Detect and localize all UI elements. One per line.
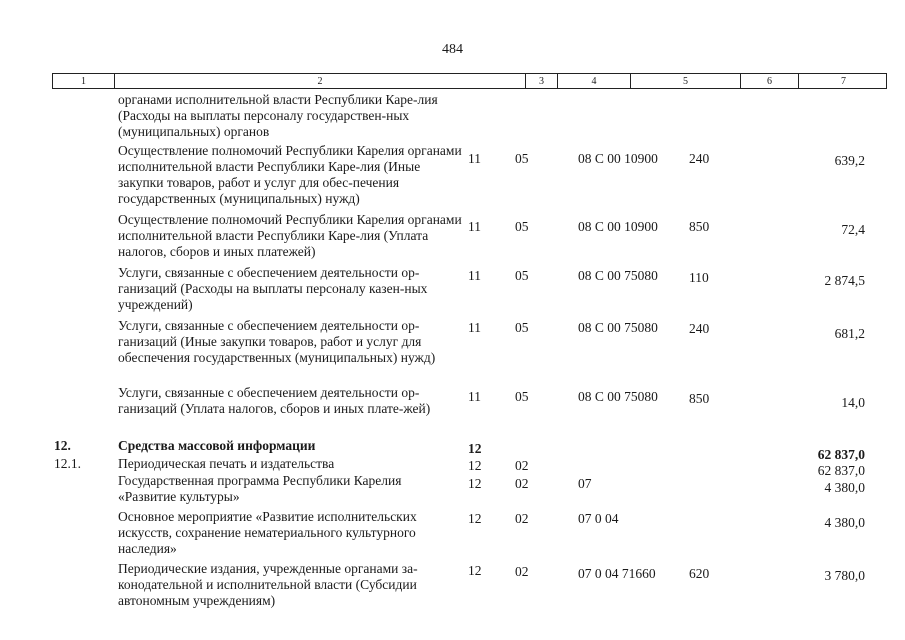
row-expense-type: 850: [689, 391, 710, 406]
row-section: 11: [468, 389, 481, 404]
row-amount: 4 380,0: [824, 480, 865, 495]
row-subsection: 05: [515, 151, 529, 166]
row-subsection: 02: [515, 458, 529, 473]
row-description: органами исполнительной власти Республики Каре-лия (Расходы на выплаты персоналу государствен-ных (муниципальных) органов: [118, 92, 438, 139]
row-amount: 14,0: [841, 395, 865, 410]
row-description: Государственная программа Республики Карелия «Развитие культуры»: [118, 473, 402, 504]
row-section: 12: [468, 458, 482, 473]
row-expense-type: 240: [689, 151, 710, 166]
header-col-4: 4: [558, 74, 631, 88]
row-target-article: 08 С 00 10900: [578, 219, 658, 234]
row-expense-type: 110: [689, 270, 709, 285]
row-expense-type: 620: [689, 566, 710, 581]
row-target-article: 08 С 00 75080: [578, 320, 658, 335]
row-section: 12: [468, 441, 482, 456]
row-number: 12.1.: [54, 456, 81, 471]
row-section: 12: [468, 476, 482, 491]
row-subsection: 05: [515, 268, 529, 283]
row-amount: 681,2: [834, 326, 865, 341]
row-amount: 2 874,5: [824, 273, 865, 288]
row-subsection: 02: [515, 564, 529, 579]
row-amount: 72,4: [841, 222, 865, 237]
row-target-article: 07 0 04: [578, 511, 619, 526]
row-amount: 62 837,0: [817, 463, 865, 478]
row-section: 11: [468, 151, 481, 166]
row-expense-type: 240: [689, 321, 710, 336]
row-subsection: 02: [515, 476, 529, 491]
row-amount: 4 380,0: [824, 515, 865, 530]
row-target-article: 08 С 00 75080: [578, 389, 658, 404]
header-col-2: 2: [115, 74, 526, 88]
row-description: Услуги, связанные с обеспечением деятельности ор-ганизаций (Расходы на выплаты персоналу казен-ных учреждений): [118, 265, 428, 312]
row-number: 12.: [54, 438, 71, 453]
row-description: Осуществление полномочий Республики Карелия органами исполнительной власти Республики Каре-лия (Иные закупки товаров, работ и услуг для обес-печения государственных (муниципальных) нужд): [118, 143, 462, 206]
header-col-6: 6: [741, 74, 799, 88]
row-description: Средства массовой информации: [118, 438, 316, 453]
row-target-article: 08 С 00 75080: [578, 268, 658, 283]
row-subsection: 05: [515, 389, 529, 404]
row-description: Основное мероприятие «Развитие исполнительских искусств, сохранение нематериального культурного наследия»: [118, 509, 417, 556]
row-section: 11: [468, 320, 481, 335]
row-section: 11: [468, 268, 481, 283]
row-description: Услуги, связанные с обеспечением деятельности ор-ганизаций (Уплата налогов, сборов и иных плате-жей): [118, 385, 431, 416]
row-amount: 62 837,0: [817, 447, 865, 462]
header-col-7: 7: [841, 76, 846, 87]
row-description: Периодическая печать и издательства: [118, 456, 335, 471]
row-description: Периодические издания, учрежденные органами за-конодательной и исполнительной власти (Субсидии автономным учреждениям): [118, 561, 418, 608]
row-description: Услуги, связанные с обеспечением деятельности ор-ганизаций (Иные закупки товаров, работ и услуг для обеспечения государственных (муниципальных) нужд): [118, 318, 436, 365]
row-amount: 639,2: [834, 153, 865, 168]
row-target-article: 08 С 00 10900: [578, 151, 658, 166]
row-subsection: 02: [515, 511, 529, 526]
row-subsection: 05: [515, 320, 529, 335]
row-expense-type: 850: [689, 219, 710, 234]
row-section: 12: [468, 511, 482, 526]
table-header: [52, 73, 887, 89]
header-col-5: 5: [631, 74, 741, 88]
page-number: 484: [442, 42, 463, 57]
row-target-article: 07 0 04 71660: [578, 566, 656, 581]
row-subsection: 05: [515, 219, 529, 234]
row-target-article: 07: [578, 476, 592, 491]
header-col-3: 3: [526, 74, 558, 88]
header-col-1: 1: [53, 74, 115, 88]
row-amount: 3 780,0: [824, 568, 865, 583]
row-section: 12: [468, 563, 482, 578]
row-description: Осуществление полномочий Республики Карелия органами исполнительной власти Республики Каре-лия (Уплата налогов, сборов и иных платежей): [118, 212, 462, 259]
row-section: 11: [468, 219, 481, 234]
